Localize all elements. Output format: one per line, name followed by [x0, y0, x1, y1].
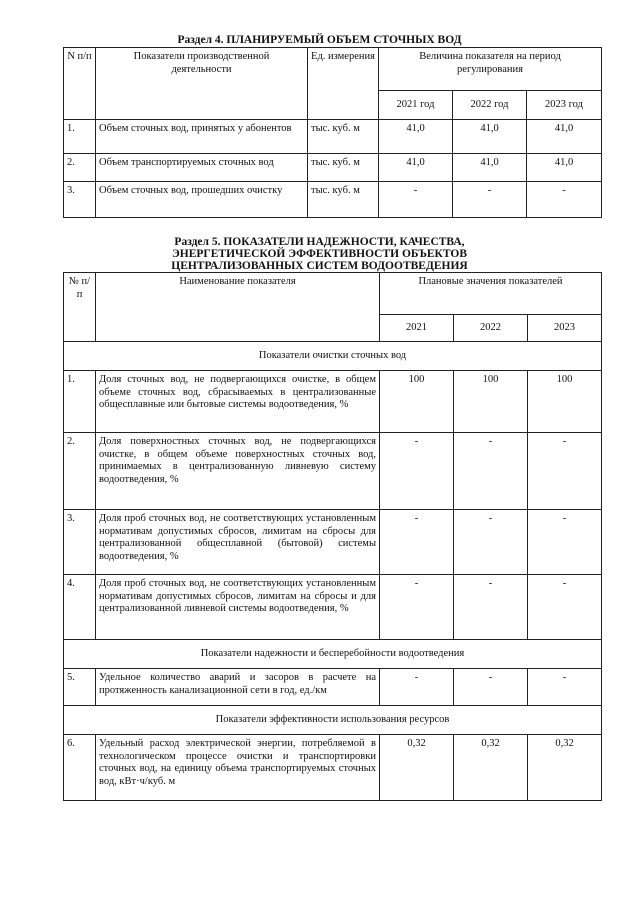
- header-indicator: Наименование показателя: [96, 273, 380, 342]
- row-num: 3.: [64, 510, 96, 575]
- table-row: [64, 154, 602, 182]
- table-row: [64, 182, 602, 218]
- section4-header-row: [64, 48, 602, 91]
- row-value: 100: [528, 371, 602, 433]
- row-value: 0,32: [528, 735, 602, 801]
- table-row: [64, 669, 602, 706]
- table-row: [64, 433, 602, 510]
- section5-title-line: ЦЕНТРАЛИЗОВАННЫХ СИСТЕМ ВОДООТВЕДЕНИЯ: [171, 260, 468, 272]
- row-name: Доля поверхностных сточных вод, не подвергающихся очистке, в общем объеме поверхностных сточных вод, принимаемых в централизованную ливневую систему водоотведения, %: [96, 433, 380, 510]
- header-planned: Плановые значения показателей: [380, 273, 602, 315]
- header-year: 2021: [380, 315, 454, 342]
- row-value: 0,32: [380, 735, 454, 801]
- row-unit: тыс. куб. м: [308, 182, 379, 218]
- group-header-row: [64, 640, 602, 669]
- row-value: 0,32: [454, 735, 528, 801]
- row-value: -: [380, 433, 454, 510]
- table-row: [64, 371, 602, 433]
- row-value: -: [380, 575, 454, 640]
- row-name: Удельный расход электрической энергии, потребляемой в технологическом процессе очистки и транспортировки сточных вод, на единицу объема транспортируемых сточных вод, кВт·ч/куб. м: [96, 735, 380, 801]
- row-value: -: [454, 669, 528, 706]
- row-value: 100: [454, 371, 528, 433]
- group-title: Показатели надежности и бесперебойности водоотведения: [64, 640, 602, 669]
- row-value: -: [454, 575, 528, 640]
- row-value: -: [454, 433, 528, 510]
- section5-title-line: Раздел 5. ПОКАЗАТЕЛИ НАДЕЖНОСТИ, КАЧЕСТВА,: [174, 236, 465, 248]
- group-header-row: [64, 706, 602, 735]
- row-value: -: [453, 182, 527, 218]
- header-unit: Ед. измерения: [308, 48, 379, 120]
- header-num: N п/п: [64, 48, 96, 120]
- row-num: 2.: [64, 433, 96, 510]
- row-name: Удельное количество аварий и засоров в расчете на протяженность канализационной сети в год, ед./км: [96, 669, 380, 706]
- row-name: Доля проб сточных вод, не соответствующих установленным нормативам допустимых сбросов, лимитам на сбросы для централизованной общесплавной (бытовой) системы водоотведения, %: [96, 510, 380, 575]
- row-value: -: [527, 182, 602, 218]
- row-unit: тыс. куб. м: [308, 154, 379, 182]
- row-name: Доля сточных вод, не подвергающихся очистке, в общем объеме сточных вод, сбрасываемых в централизованные общесплавные или бытовые системы водоотведения, %: [96, 371, 380, 433]
- row-num: 6.: [64, 735, 96, 801]
- row-num: 3.: [64, 182, 96, 218]
- table-row: [64, 575, 602, 640]
- group-header-row: [64, 342, 602, 371]
- section5-header-row: [64, 273, 602, 315]
- row-unit: тыс. куб. м: [308, 120, 379, 154]
- group-title: Показатели очистки сточных вод: [64, 342, 602, 371]
- row-value: -: [528, 510, 602, 575]
- header-year: 2022 год: [453, 91, 527, 120]
- row-name: Объем сточных вод, прошедших очистку: [96, 182, 308, 218]
- row-value: -: [528, 575, 602, 640]
- row-num: 5.: [64, 669, 96, 706]
- header-period: Величина показателя на период регулирования: [379, 48, 602, 91]
- table-row: [64, 735, 602, 801]
- row-value: -: [528, 669, 602, 706]
- row-num: 1.: [64, 120, 96, 154]
- row-value: -: [379, 182, 453, 218]
- header-year: 2021 год: [379, 91, 453, 120]
- row-name: Доля проб сточных вод, не соответствующих установленным нормативам допустимых сбросов, лимитам на сбросы и для централизованной ливневой системы водоотведения, %: [96, 575, 380, 640]
- row-num: 1.: [64, 371, 96, 433]
- row-num: 2.: [64, 154, 96, 182]
- row-value: -: [528, 433, 602, 510]
- table-row: [64, 510, 602, 575]
- row-value: 41,0: [453, 120, 527, 154]
- row-value: 41,0: [527, 120, 602, 154]
- row-name: Объем сточных вод, принятых у абонентов: [96, 120, 308, 154]
- section4-table: [63, 47, 602, 218]
- group-title: Показатели эффективности использования ресурсов: [64, 706, 602, 735]
- row-value: 41,0: [379, 154, 453, 182]
- row-value: -: [454, 510, 528, 575]
- section4-title: Раздел 4. ПЛАНИРУЕМЫЙ ОБЪЕМ СТОЧНЫХ ВОД: [177, 34, 462, 46]
- row-value: 41,0: [453, 154, 527, 182]
- header-year: 2022: [454, 315, 528, 342]
- section5-table: [63, 272, 602, 801]
- row-value: 41,0: [527, 154, 602, 182]
- row-value: 41,0: [379, 120, 453, 154]
- table-row: [64, 120, 602, 154]
- row-num: 4.: [64, 575, 96, 640]
- row-value: 100: [380, 371, 454, 433]
- row-value: -: [380, 510, 454, 575]
- row-value: -: [380, 669, 454, 706]
- header-year: 2023 год: [527, 91, 602, 120]
- row-name: Объем транспортируемых сточных вод: [96, 154, 308, 182]
- header-num: № п/п: [64, 273, 96, 342]
- header-year: 2023: [528, 315, 602, 342]
- header-indicator: Показатели производственной деятельности: [96, 48, 308, 120]
- section5-title-line: ЭНЕРГЕТИЧЕСКОЙ ЭФФЕКТИВНОСТИ ОБЪЕКТОВ: [171, 248, 468, 260]
